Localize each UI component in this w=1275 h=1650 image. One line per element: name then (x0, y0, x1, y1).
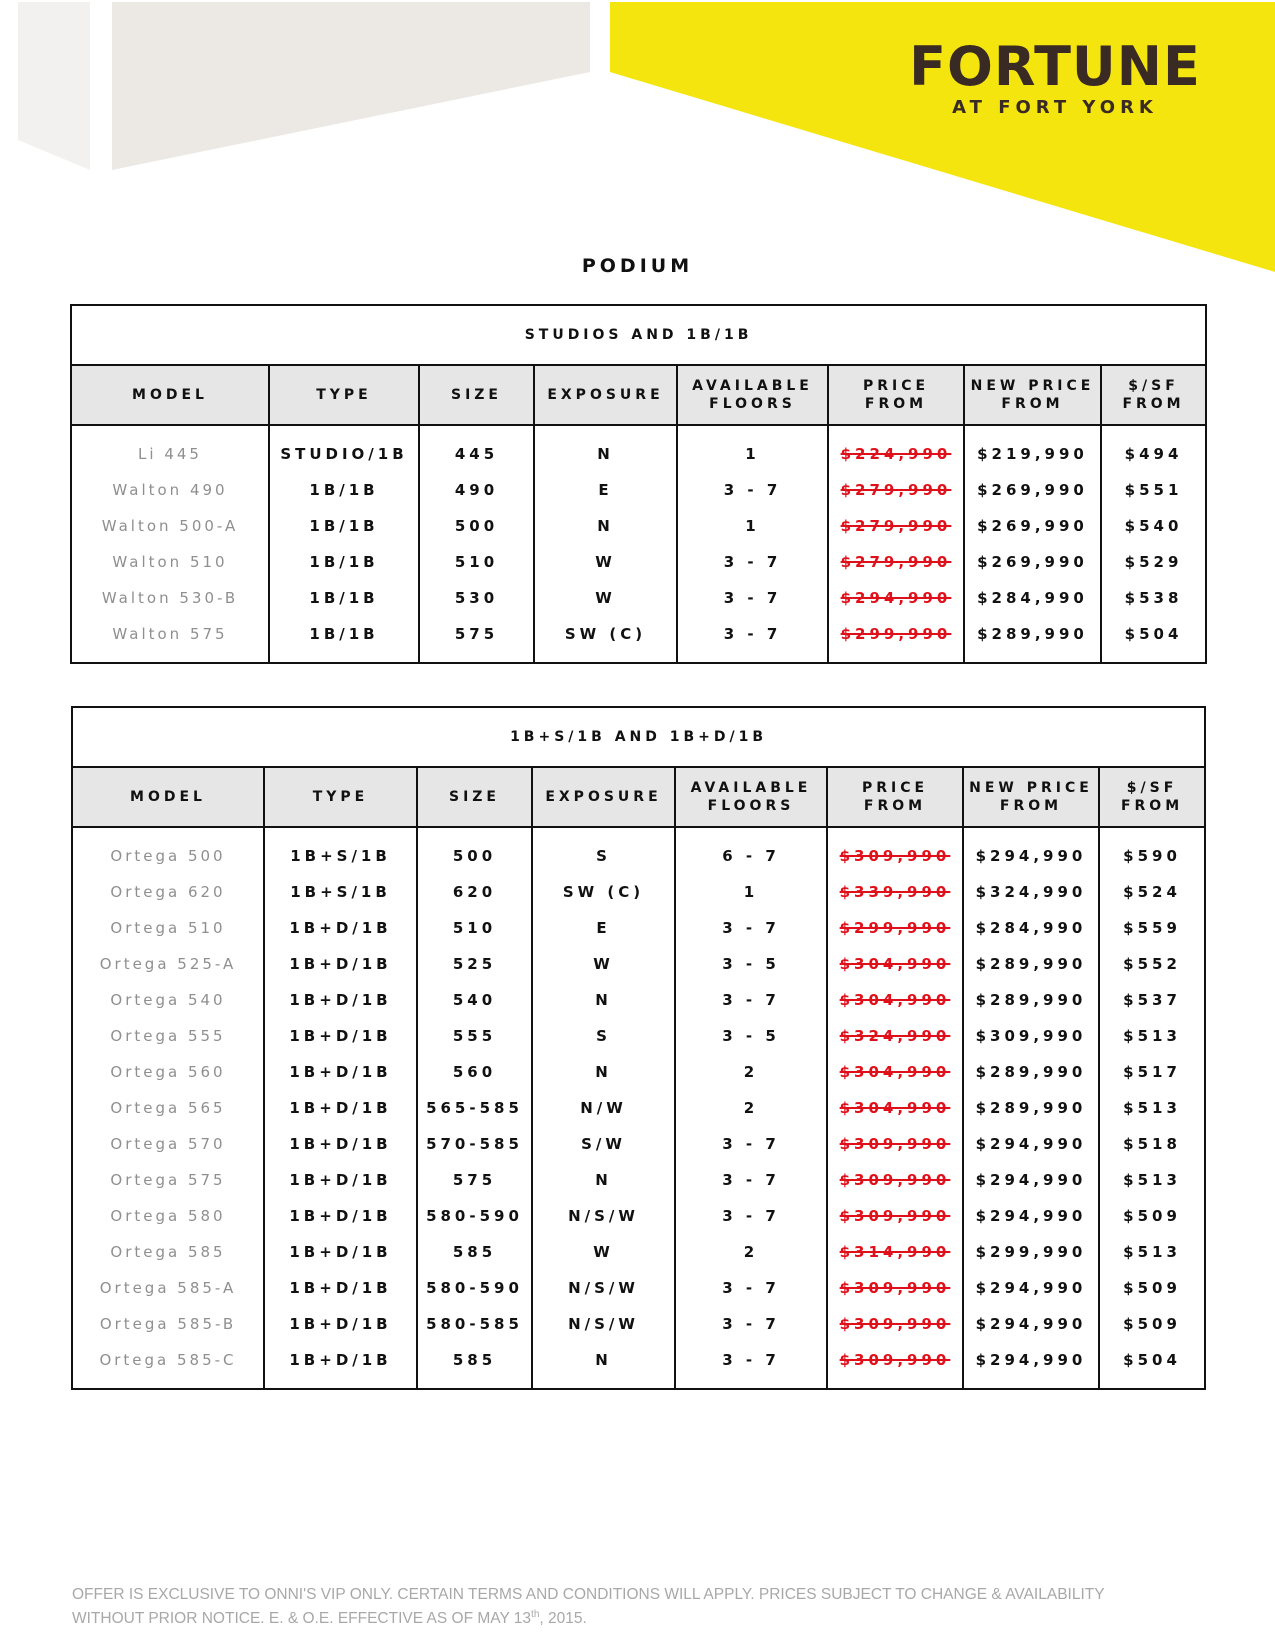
spacer-cell (964, 652, 1101, 663)
exposure-cell: N (534, 508, 677, 544)
floors-cell: 3 - 7 (675, 910, 827, 946)
floors-cell: 6 - 7 (675, 838, 827, 874)
spacer-cell (677, 652, 828, 663)
type-cell: 1B+D/1B (264, 1054, 417, 1090)
size-cell: 570-585 (417, 1126, 532, 1162)
new-price-cell: $294,990 (963, 1162, 1099, 1198)
size-cell: 580-590 (417, 1270, 532, 1306)
brand-logo (905, 35, 1205, 120)
old-price-cell: $309,990 (827, 1306, 963, 1342)
table-body (71, 425, 1206, 663)
spacer-cell (677, 425, 828, 436)
new-price-cell: $219,990 (964, 436, 1101, 472)
new-price-cell: $294,990 (963, 1198, 1099, 1234)
table-title: 1B+S/1B AND 1B+D/1B (72, 707, 1205, 767)
psf-cell: $590 (1099, 838, 1205, 874)
exposure-cell: N/S/W (532, 1270, 675, 1306)
floors-header: AVAILABLE FLOORS (675, 767, 827, 827)
table-row (72, 1306, 1205, 1342)
type-cell: 1B/1B (269, 508, 419, 544)
floors-cell: 2 (675, 1090, 827, 1126)
spacer-cell (264, 1378, 417, 1389)
floors-cell: 3 - 7 (675, 1162, 827, 1198)
psf-cell: $494 (1101, 436, 1206, 472)
size-cell: 565-585 (417, 1090, 532, 1126)
exposure-cell: E (532, 910, 675, 946)
model-cell: Walton 530-B (71, 580, 269, 616)
spacer-cell (1101, 652, 1206, 663)
floors-cell: 1 (677, 436, 828, 472)
floors-cell: 2 (675, 1234, 827, 1270)
new-price-cell: $294,990 (963, 1342, 1099, 1378)
spacer-cell (71, 425, 269, 436)
page-title: PODIUM (581, 255, 694, 277)
exposure-cell: N (532, 1162, 675, 1198)
size-cell: 525 (417, 946, 532, 982)
old-price-cell: $309,990 (827, 1162, 963, 1198)
model-header: MODEL (71, 365, 269, 425)
spacer-cell (827, 827, 963, 838)
psf-cell: $509 (1099, 1306, 1205, 1342)
new-price-cell: $294,990 (963, 838, 1099, 874)
floors-cell: 3 - 7 (677, 544, 828, 580)
spacer-cell (828, 652, 964, 663)
new-price-cell: $289,990 (963, 946, 1099, 982)
floors-cell: 3 - 7 (677, 580, 828, 616)
size-header: SIZE (417, 767, 532, 827)
type-cell: 1B+S/1B (264, 838, 417, 874)
psf-cell: $513 (1099, 1018, 1205, 1054)
exposure-cell: W (532, 1234, 675, 1270)
brand-name: FORTUNE (909, 35, 1201, 98)
floors-header: AVAILABLE FLOORS (677, 365, 828, 425)
size-cell: 575 (417, 1162, 532, 1198)
psf-header: $/SF FROM (1101, 365, 1206, 425)
old-price-cell: $304,990 (827, 1054, 963, 1090)
old-price-cell: $299,990 (827, 910, 963, 946)
psf-cell: $538 (1101, 580, 1206, 616)
size-cell: 555 (417, 1018, 532, 1054)
psf-cell: $509 (1099, 1198, 1205, 1234)
new-price-cell: $324,990 (963, 874, 1099, 910)
psf-cell: $513 (1099, 1162, 1205, 1198)
old-price-cell: $304,990 (827, 946, 963, 982)
type-cell: 1B+D/1B (264, 946, 417, 982)
model-cell: Walton 490 (71, 472, 269, 508)
table-row (72, 838, 1205, 874)
type-cell: 1B+D/1B (264, 1126, 417, 1162)
disclaimer-superscript: th (531, 1609, 540, 1620)
table-row (72, 1342, 1205, 1378)
type-cell: 1B+D/1B (264, 910, 417, 946)
exposure-cell: W (532, 946, 675, 982)
psf-cell: $537 (1099, 982, 1205, 1018)
size-cell: 510 (419, 544, 534, 580)
spacer-cell (532, 1378, 675, 1389)
new-price-cell: $309,990 (963, 1018, 1099, 1054)
spacer-cell (264, 827, 417, 838)
floors-cell: 3 - 7 (677, 616, 828, 652)
psf-cell: $504 (1101, 616, 1206, 652)
den-price-table (71, 706, 1206, 1390)
spacer-row (71, 425, 1206, 436)
exposure-cell: S (532, 1018, 675, 1054)
old-price-cell: $309,990 (827, 1270, 963, 1306)
new-price-cell: $294,990 (963, 1306, 1099, 1342)
model-cell: Walton 500-A (71, 508, 269, 544)
type-cell: 1B+D/1B (264, 982, 417, 1018)
model-cell: Ortega 570 (72, 1126, 264, 1162)
spacer-row (72, 827, 1205, 838)
spacer-cell (1099, 1378, 1205, 1389)
floors-cell: 3 - 5 (675, 1018, 827, 1054)
floors-cell: 3 - 5 (675, 946, 827, 982)
exposure-cell: N/W (532, 1090, 675, 1126)
table-row (72, 1162, 1205, 1198)
type-cell: 1B/1B (269, 616, 419, 652)
model-cell: Ortega 565 (72, 1090, 264, 1126)
spacer-cell (1101, 425, 1206, 436)
size-cell: 580-590 (417, 1198, 532, 1234)
spacer-cell (963, 1378, 1099, 1389)
spacer-cell (1099, 827, 1205, 838)
type-header: TYPE (269, 365, 419, 425)
spacer-cell (532, 827, 675, 838)
size-cell: 620 (417, 874, 532, 910)
spacer-cell (419, 652, 534, 663)
table-row (72, 1270, 1205, 1306)
table-body (72, 827, 1205, 1389)
spacer-cell (828, 425, 964, 436)
old-price-cell: $309,990 (827, 1342, 963, 1378)
psf-cell: $559 (1099, 910, 1205, 946)
type-cell: 1B+D/1B (264, 1018, 417, 1054)
size-cell: 500 (419, 508, 534, 544)
table-row (71, 616, 1206, 652)
type-cell: 1B+D/1B (264, 1090, 417, 1126)
table-row (71, 580, 1206, 616)
spacer-cell (827, 1378, 963, 1389)
exposure-cell: SW (C) (534, 616, 677, 652)
model-cell: Ortega 585-C (72, 1342, 264, 1378)
old-price-cell: $279,990 (828, 472, 964, 508)
type-cell: 1B/1B (269, 472, 419, 508)
size-cell: 530 (419, 580, 534, 616)
floors-cell: 3 - 7 (675, 1270, 827, 1306)
size-header: SIZE (419, 365, 534, 425)
disclaimer-year: , 2015. (539, 1610, 587, 1628)
old-price-cell: $224,990 (828, 436, 964, 472)
grey-panel-right (112, 2, 590, 170)
price-from-header: PRICE FROM (827, 767, 963, 827)
model-cell: Ortega 585 (72, 1234, 264, 1270)
exposure-cell: SW (C) (532, 874, 675, 910)
table-row (72, 946, 1205, 982)
exposure-cell: E (534, 472, 677, 508)
psf-cell: $504 (1099, 1342, 1205, 1378)
old-price-cell: $279,990 (828, 508, 964, 544)
model-cell: Ortega 585-A (72, 1270, 264, 1306)
exposure-cell: N (532, 1054, 675, 1090)
spacer-cell (269, 652, 419, 663)
size-cell: 490 (419, 472, 534, 508)
grey-panel-left (18, 2, 90, 170)
floors-cell: 3 - 7 (675, 1198, 827, 1234)
table-row (72, 1234, 1205, 1270)
table-row (72, 910, 1205, 946)
model-cell: Ortega 580 (72, 1198, 264, 1234)
spacer-cell (71, 652, 269, 663)
table-row (71, 472, 1206, 508)
column-header-row (72, 767, 1205, 827)
model-cell: Ortega 525-A (72, 946, 264, 982)
type-cell: 1B+D/1B (264, 1306, 417, 1342)
table-row (72, 874, 1205, 910)
new-price-cell: $294,990 (963, 1270, 1099, 1306)
new-price-header: NEW PRICE FROM (964, 365, 1101, 425)
old-price-cell: $309,990 (827, 1126, 963, 1162)
old-price-cell: $309,990 (827, 1198, 963, 1234)
new-price-cell: $269,990 (964, 544, 1101, 580)
model-cell: Ortega 540 (72, 982, 264, 1018)
model-cell: Ortega 510 (72, 910, 264, 946)
exposure-cell: W (534, 544, 677, 580)
psf-cell: $513 (1099, 1234, 1205, 1270)
studios-price-table (70, 304, 1207, 664)
exposure-cell: N (532, 982, 675, 1018)
new-price-cell: $289,990 (964, 616, 1101, 652)
table-row (72, 1090, 1205, 1126)
psf-cell: $513 (1099, 1090, 1205, 1126)
size-cell: 540 (417, 982, 532, 1018)
old-price-cell: $279,990 (828, 544, 964, 580)
spacer-cell (675, 827, 827, 838)
exposure-header: EXPOSURE (534, 365, 677, 425)
size-cell: 445 (419, 436, 534, 472)
old-price-cell: $339,990 (827, 874, 963, 910)
model-header: MODEL (72, 767, 264, 827)
psf-cell: $552 (1099, 946, 1205, 982)
exposure-cell: N (534, 436, 677, 472)
exposure-header: EXPOSURE (532, 767, 675, 827)
model-cell: Walton 575 (71, 616, 269, 652)
exposure-cell: S (532, 838, 675, 874)
size-cell: 585 (417, 1234, 532, 1270)
type-cell: 1B+D/1B (264, 1270, 417, 1306)
size-cell: 585 (417, 1342, 532, 1378)
spacer-cell (675, 1378, 827, 1389)
table-row (72, 1126, 1205, 1162)
exposure-cell: N (532, 1342, 675, 1378)
type-cell: 1B/1B (269, 580, 419, 616)
spacer-cell (417, 1378, 532, 1389)
spacer-cell (419, 425, 534, 436)
floors-cell: 3 - 7 (675, 1342, 827, 1378)
table-row (72, 1018, 1205, 1054)
exposure-cell: W (534, 580, 677, 616)
model-cell: Walton 510 (71, 544, 269, 580)
old-price-cell: $299,990 (828, 616, 964, 652)
floors-cell: 3 - 7 (675, 1306, 827, 1342)
size-cell: 575 (419, 616, 534, 652)
new-price-cell: $284,990 (963, 910, 1099, 946)
type-cell: 1B+S/1B (264, 874, 417, 910)
psf-cell: $518 (1099, 1126, 1205, 1162)
table-row (72, 1198, 1205, 1234)
new-price-cell: $294,990 (963, 1126, 1099, 1162)
table-title: STUDIOS AND 1B/1B (71, 305, 1206, 365)
new-price-cell: $289,990 (963, 982, 1099, 1018)
type-cell: 1B+D/1B (264, 1198, 417, 1234)
floors-cell: 2 (675, 1054, 827, 1090)
model-cell: Ortega 560 (72, 1054, 264, 1090)
psf-header: $/SF FROM (1099, 767, 1205, 827)
model-cell: Li 445 (71, 436, 269, 472)
psf-cell: $509 (1099, 1270, 1205, 1306)
spacer-cell (534, 425, 677, 436)
size-cell: 560 (417, 1054, 532, 1090)
size-cell: 500 (417, 838, 532, 874)
new-price-header: NEW PRICE FROM (963, 767, 1099, 827)
exposure-cell: N/S/W (532, 1198, 675, 1234)
type-cell: 1B+D/1B (264, 1234, 417, 1270)
spacer-cell (963, 827, 1099, 838)
spacer-cell (72, 1378, 264, 1389)
spacer-cell (72, 827, 264, 838)
new-price-cell: $269,990 (964, 472, 1101, 508)
disclaimer (72, 1585, 1222, 1629)
model-cell: Ortega 620 (72, 874, 264, 910)
spacer-cell (534, 652, 677, 663)
table-row (71, 544, 1206, 580)
psf-cell: $551 (1101, 472, 1206, 508)
model-cell: Ortega 500 (72, 838, 264, 874)
new-price-cell: $284,990 (964, 580, 1101, 616)
new-price-cell: $289,990 (963, 1090, 1099, 1126)
spacer-row (71, 652, 1206, 663)
size-cell: 580-585 (417, 1306, 532, 1342)
floors-cell: 1 (677, 508, 828, 544)
psf-cell: $524 (1099, 874, 1205, 910)
psf-cell: $540 (1101, 508, 1206, 544)
table-row (71, 436, 1206, 472)
disclaimer-line-1: OFFER IS EXCLUSIVE TO ONNI'S VIP ONLY. CERTAIN TERMS AND CONDITIONS WILL APPLY. PRICES SUBJECT TO CHANGE & AVAILABILITY (72, 1586, 1105, 1603)
floors-cell: 3 - 7 (675, 982, 827, 1018)
new-price-cell: $289,990 (963, 1054, 1099, 1090)
brand-tagline: AT FORT YORK (952, 97, 1158, 118)
new-price-cell: $299,990 (963, 1234, 1099, 1270)
model-cell: Ortega 585-B (72, 1306, 264, 1342)
column-header-row (71, 365, 1206, 425)
old-price-cell: $294,990 (828, 580, 964, 616)
floors-cell: 3 - 7 (677, 472, 828, 508)
disclaimer-line-2 (72, 1605, 1222, 1629)
type-header: TYPE (264, 767, 417, 827)
old-price-cell: $309,990 (827, 838, 963, 874)
size-cell: 510 (417, 910, 532, 946)
type-cell: STUDIO/1B (269, 436, 419, 472)
floors-cell: 1 (675, 874, 827, 910)
table-row (72, 982, 1205, 1018)
type-cell: 1B+D/1B (264, 1342, 417, 1378)
old-price-cell: $304,990 (827, 1090, 963, 1126)
exposure-cell: N/S/W (532, 1306, 675, 1342)
new-price-cell: $269,990 (964, 508, 1101, 544)
floors-cell: 3 - 7 (675, 1126, 827, 1162)
spacer-row (72, 1378, 1205, 1389)
psf-cell: $517 (1099, 1054, 1205, 1090)
type-cell: 1B+D/1B (264, 1162, 417, 1198)
disclaimer-text: WITHOUT PRIOR NOTICE. E. & O.E. EFFECTIVE AS OF MAY 13 (72, 1610, 532, 1628)
spacer-cell (417, 827, 532, 838)
model-cell: Ortega 555 (72, 1018, 264, 1054)
old-price-cell: $314,990 (827, 1234, 963, 1270)
psf-cell: $529 (1101, 544, 1206, 580)
old-price-cell: $304,990 (827, 982, 963, 1018)
table-row (71, 508, 1206, 544)
table-row (72, 1054, 1205, 1090)
old-price-cell: $324,990 (827, 1018, 963, 1054)
price-from-header: PRICE FROM (828, 365, 964, 425)
exposure-cell: S/W (532, 1126, 675, 1162)
model-cell: Ortega 575 (72, 1162, 264, 1198)
spacer-cell (269, 425, 419, 436)
type-cell: 1B/1B (269, 544, 419, 580)
spacer-cell (964, 425, 1101, 436)
